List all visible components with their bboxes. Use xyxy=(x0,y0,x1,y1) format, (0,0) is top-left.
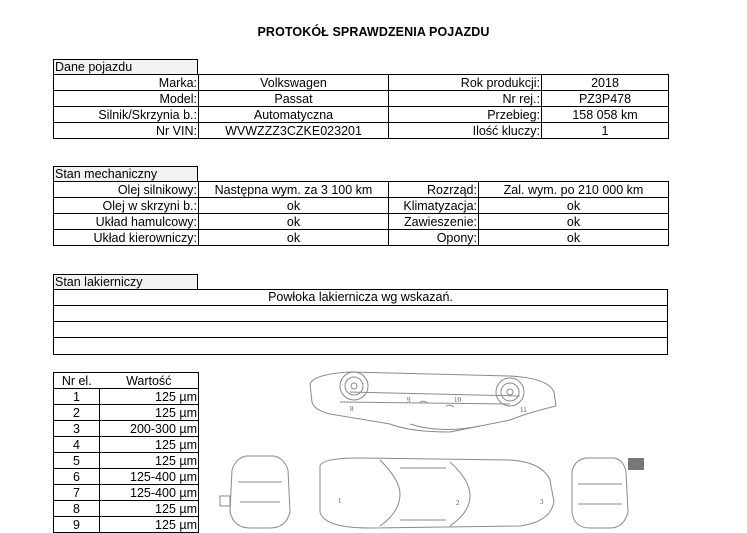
mechanical-value: ok xyxy=(199,198,389,214)
page-title: PROTOKÓŁ SPRAWDZENIA POJAZDU xyxy=(257,25,490,39)
mechanical-label: Układ hamulcowy: xyxy=(54,214,199,230)
table-row xyxy=(54,91,669,107)
table-row xyxy=(54,389,199,405)
mechanical-label: Olej silnikowy: xyxy=(54,182,199,198)
vehicle-label: Marka: xyxy=(54,75,199,91)
table-row xyxy=(54,107,669,123)
diagram-label: 3 xyxy=(540,498,544,506)
vehicle-label: Rok produkcji: xyxy=(389,75,542,91)
mechanical-value: ok xyxy=(199,214,389,230)
table-row xyxy=(54,485,199,501)
element-number: 3 xyxy=(54,421,100,437)
element-number: 9 xyxy=(54,517,100,533)
thickness-value: 125-400 µm xyxy=(100,485,199,501)
thickness-value: 200-300 µm xyxy=(100,421,199,437)
table-row xyxy=(54,469,199,485)
thickness-value: 125-400 µm xyxy=(100,469,199,485)
thickness-value: 125 µm xyxy=(100,517,199,533)
thickness-value: 125 µm xyxy=(100,453,199,469)
column-header-value: Wartość xyxy=(100,373,199,389)
mechanical-value: Zal. wym. po 210 000 km xyxy=(479,182,669,198)
vehicle-section-header: Dane pojazdu xyxy=(53,59,198,75)
car-side-view xyxy=(310,372,556,432)
mechanical-label: Olej w skrzyni b.: xyxy=(54,198,199,214)
element-number: 2 xyxy=(54,405,100,421)
vehicle-value: Automatyczna xyxy=(199,107,389,123)
vehicle-value: WVWZZZ3CZKE023201 xyxy=(199,123,389,139)
vehicle-table xyxy=(53,74,669,139)
element-number: 8 xyxy=(54,501,100,517)
mechanical-value: ok xyxy=(199,230,389,246)
table-row xyxy=(54,182,669,198)
vehicle-label: Ilość kluczy: xyxy=(389,123,542,139)
car-rear-view xyxy=(572,458,644,528)
table-row xyxy=(54,437,199,453)
mechanical-label: Klimatyzacja: xyxy=(389,198,479,214)
mechanical-value: Następna wym. za 3 100 km xyxy=(199,182,389,198)
mechanical-section-header: Stan mechaniczny xyxy=(53,166,198,182)
column-header-nr: Nr el. xyxy=(54,373,100,389)
paint-notes xyxy=(53,289,668,355)
element-number: 5 xyxy=(54,453,100,469)
table-row xyxy=(54,230,669,246)
paint-section-header: Stan lakierniczy xyxy=(53,274,198,290)
paint-note-row xyxy=(54,338,667,354)
mechanical-label: Rozrząd: xyxy=(389,182,479,198)
table-row xyxy=(54,453,199,469)
paint-note-row xyxy=(54,306,667,322)
thickness-value: 125 µm xyxy=(100,405,199,421)
table-row xyxy=(54,75,669,91)
table-row xyxy=(54,517,199,533)
table-row xyxy=(54,421,199,437)
vehicle-value: Passat xyxy=(199,91,389,107)
diagram-label: 9 xyxy=(407,396,411,404)
thickness-value: 125 µm xyxy=(100,389,199,405)
vehicle-value: Volkswagen xyxy=(199,75,389,91)
mechanical-label: Zawieszenie: xyxy=(389,214,479,230)
car-body-diagram xyxy=(210,362,650,530)
diagram-label: 11 xyxy=(520,406,527,414)
element-number: 6 xyxy=(54,469,100,485)
vehicle-value: PZ3P478 xyxy=(542,91,669,107)
diagram-label: 1 xyxy=(338,497,342,505)
table-row xyxy=(54,214,669,230)
element-number: 7 xyxy=(54,485,100,501)
vehicle-label: Nr rej.: xyxy=(389,91,542,107)
vehicle-label: Silnik/Skrzynia b.: xyxy=(54,107,199,123)
mechanical-table xyxy=(53,181,669,246)
mechanical-value: ok xyxy=(479,214,669,230)
car-front-view xyxy=(220,456,290,528)
diagram-label: 8 xyxy=(350,405,354,413)
mechanical-value: ok xyxy=(479,198,669,214)
vehicle-label: Model: xyxy=(54,91,199,107)
mechanical-value: ok xyxy=(479,230,669,246)
vehicle-value: 1 xyxy=(542,123,669,139)
vehicle-label: Przebieg: xyxy=(389,107,542,123)
vehicle-value: 2018 xyxy=(542,75,669,91)
thickness-value: 125 µm xyxy=(100,437,199,453)
vehicle-value: 158 058 km xyxy=(542,107,669,123)
vehicle-label: Nr VIN: xyxy=(54,123,199,139)
element-number: 4 xyxy=(54,437,100,453)
table-header-row xyxy=(54,373,199,389)
table-row xyxy=(54,501,199,517)
diagram-label: 2 xyxy=(456,499,460,507)
table-row xyxy=(54,123,669,139)
mechanical-label: Opony: xyxy=(389,230,479,246)
thickness-value: 125 µm xyxy=(100,501,199,517)
element-number: 1 xyxy=(54,389,100,405)
diagram-label: 10 xyxy=(454,396,461,404)
car-top-view xyxy=(320,458,554,528)
mechanical-label: Układ kierowniczy: xyxy=(54,230,199,246)
table-row xyxy=(54,405,199,421)
paint-note-row: Powłoka lakiernicza wg wskazań. xyxy=(54,290,667,306)
measurements-table xyxy=(53,372,199,533)
paint-note-row xyxy=(54,322,667,338)
table-row xyxy=(54,198,669,214)
